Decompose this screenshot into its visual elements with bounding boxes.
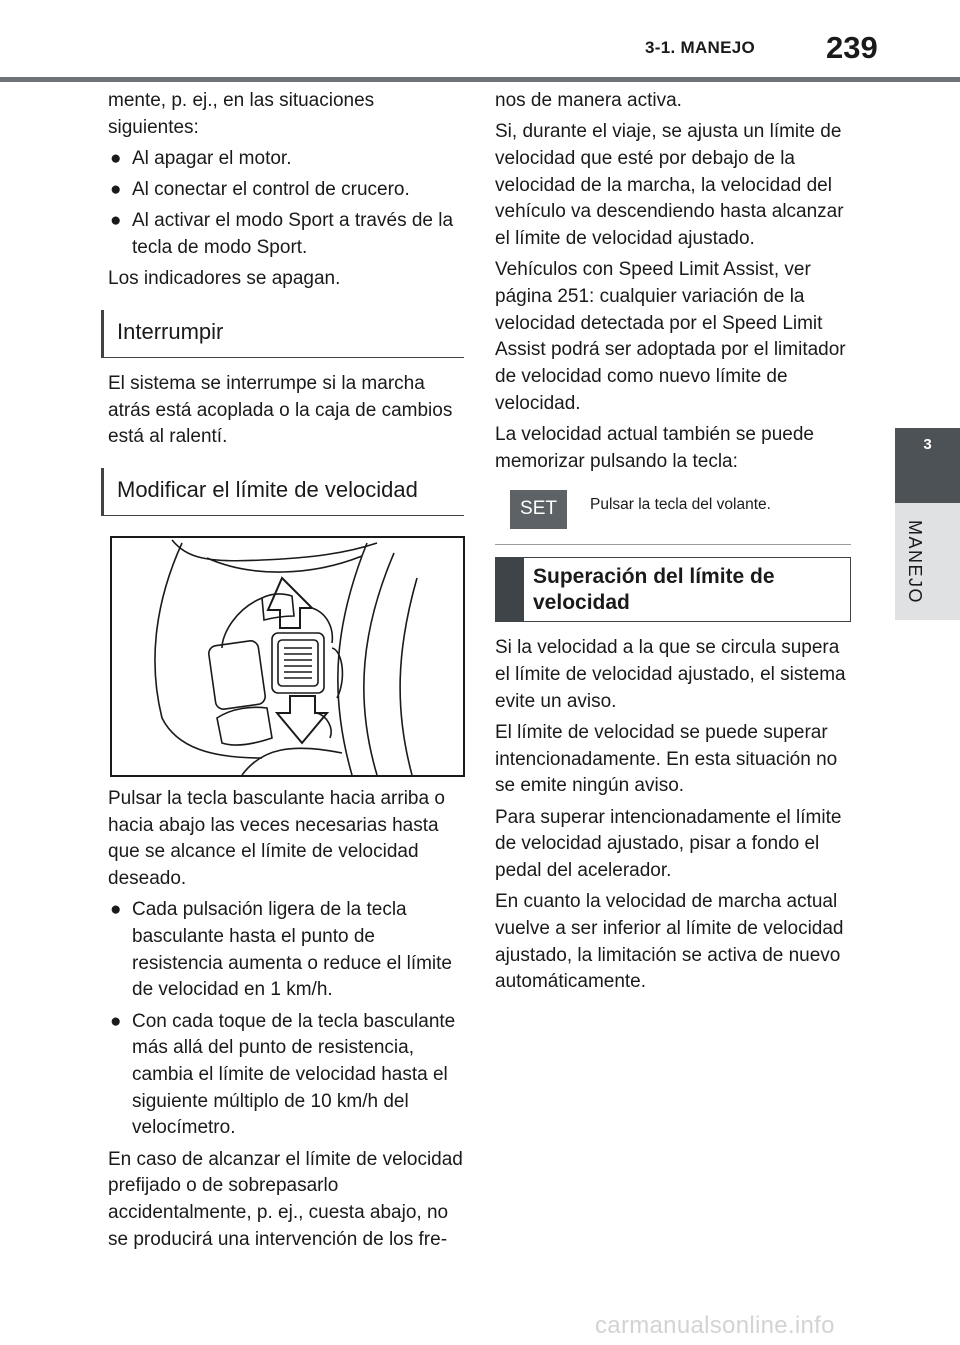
left-column — [108, 88, 464, 1258]
chapter-tab-number: 3 — [895, 428, 960, 503]
bullet-dot-icon: ● — [110, 1010, 122, 1032]
paragraph: Si la velocidad a la que se circula supera el límite de velocidad ajustado, el sistema evite un aviso. — [495, 637, 846, 712]
rocker-switch-illustration — [112, 538, 463, 775]
subheading-modificar — [108, 468, 464, 516]
bullet-text: Al activar el modo Sport a través de la tecla de modo Sport. — [132, 210, 454, 259]
bullet-item — [108, 1009, 464, 1143]
bullet-item — [108, 897, 464, 1004]
bullet-item — [108, 146, 464, 173]
subheading-text: Modificar el límite de velocidad — [117, 477, 418, 503]
right-column — [495, 88, 851, 1000]
bullet-dot-icon: ● — [110, 899, 122, 921]
set-key-row — [495, 485, 851, 545]
bullet-dot-icon: ● — [110, 210, 122, 232]
set-row-rule — [495, 544, 851, 545]
paragraph: nos de manera activa. — [495, 90, 682, 111]
chapter-tab-label: MANEJO — [905, 520, 925, 605]
paragraph: Los indicadores se apagan. — [108, 268, 341, 290]
page-number: 239 — [826, 30, 878, 65]
header-rule — [0, 77, 960, 82]
paragraph: El sistema se interrumpe si la marcha atrás está acoplada o la caja de cambios está al ralentí. — [108, 372, 453, 448]
subheading-text: Interrumpir — [117, 318, 224, 344]
paragraph: La velocidad actual también se puede memorizar pulsando la tecla: — [495, 423, 815, 472]
subheading-rule — [104, 515, 464, 516]
paragraph: El límite de velocidad se puede superar intencionadamente. En esta situación no se emite ningún aviso. — [495, 721, 838, 797]
boxed-heading-superacion — [495, 557, 851, 622]
bullet-item — [108, 208, 464, 261]
bullet-dot-icon: ● — [110, 179, 122, 201]
bullet-text: Al apagar el motor. — [132, 147, 292, 169]
boxed-heading-text: Superación del límite de velocidad — [533, 565, 775, 615]
subheading-bar — [101, 310, 104, 358]
bullet-dot-icon: ● — [110, 147, 122, 169]
paragraph: En caso de alcanzar el límite de velocidad prefijado o de sobrepasarlo accidentalmente, p. ej., cuesta abajo, no se producirá una intervención de los fre- — [108, 1148, 463, 1250]
set-key-description: Pulsar la tecla del volante. — [590, 496, 771, 514]
paragraph: En cuanto la velocidad de marcha actual vuelve a ser inferior al límite de velocidad ajustado, la limitación se activa de nuevo automáticamente. — [495, 891, 844, 993]
bullet-text: Cada pulsación ligera de la tecla basculante hasta el punto de resistencia aumenta o reduce el límite de velocidad en 1 km/h. — [132, 899, 452, 1001]
subheading-interrumpir — [108, 310, 464, 358]
set-key-icon: SET — [510, 490, 567, 529]
bullet-text: Al conectar el control de crucero. — [132, 179, 410, 201]
paragraph: mente, p. ej., en las situaciones siguientes: — [108, 90, 375, 138]
paragraph: Pulsar la tecla basculante hacia arriba o hacia abajo las veces necesarias hasta que se alcance el límite de velocidad deseado. — [108, 788, 445, 890]
section-title: 3-1. MANEJO — [645, 38, 756, 57]
bullet-text: Con cada toque de la tecla basculante más allá del punto de resistencia, cambia el límite de velocidad hasta el siguiente múltiplo de 10 km/h del velocímetro. — [132, 1010, 456, 1139]
paragraph: Para superar intencionadamente el límite de velocidad ajustado, pisar a fondo el pedal del acelerador. — [495, 806, 842, 881]
paragraph: Vehículos con Speed Limit Assist, ver página 251: cualquier variación de la velocidad detectada por el Speed Limit Assist podrá ser adoptada por el limitador de velocidad como nuevo límite de velocidad. — [495, 259, 846, 414]
steering-wheel-illustration — [110, 536, 465, 777]
boxed-heading-bar — [496, 558, 524, 621]
subheading-bar — [101, 468, 104, 516]
watermark-text: carmanualsonline.info — [595, 1312, 835, 1339]
bullet-item — [108, 177, 464, 204]
subheading-rule — [104, 357, 464, 358]
paragraph: Si, durante el viaje, se ajusta un límite de velocidad que esté por debajo de la velocidad de la marcha, la velocidad del vehículo va descendiendo hasta alcanzar el límite de velocidad ajustado. — [495, 121, 844, 250]
